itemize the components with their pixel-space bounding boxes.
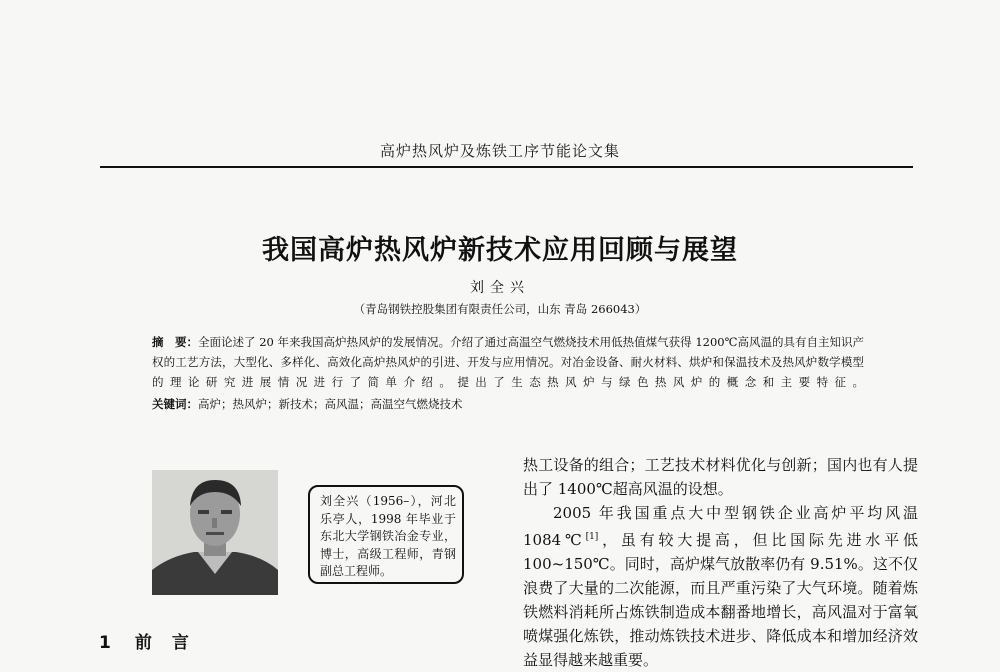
abstract bbox=[152, 332, 864, 392]
keywords bbox=[152, 396, 463, 412]
abstract-text: 全面论述了 20 年来我国高炉热风炉的发展情况。介绍了通过高温空气燃烧技术用低热值煤气获得 1200℃高风温的具有自主知识产权的工艺方法，大型化、多样化、高效化高炉热风炉的引进、开发与应用情况。对冶金设备、耐火材料、烘炉和保温技术及热风炉数学模型的理论研究进展情况进行了简单介绍。提出了生态热风炉与绿色热风炉的概念和主要特征。 bbox=[152, 335, 865, 389]
citation-ref: [1] bbox=[585, 532, 599, 542]
paper-title: 我国高炉热风炉新技术应用回顾与展望 bbox=[262, 235, 738, 266]
section-title-char-1: 前 bbox=[134, 633, 154, 653]
keywords-label: 关键词： bbox=[152, 397, 198, 411]
abstract-label: 摘 要： bbox=[152, 335, 199, 349]
body-column bbox=[523, 453, 918, 672]
author-photo bbox=[152, 470, 278, 595]
section-number: 1 bbox=[99, 633, 113, 653]
running-head: 高炉热风炉及炼铁工序节能论文集 bbox=[379, 142, 620, 160]
body-paragraph-2-start: 2005 年我国重点大中型钢铁企业高炉平均风温 1084℃ bbox=[523, 504, 918, 549]
body-paragraph-2 bbox=[523, 501, 918, 672]
section-heading bbox=[99, 628, 191, 653]
header-rule bbox=[100, 166, 913, 168]
body-paragraph-2-rest: ，虽有较大提高，但比国际先进水平低 100~150℃。同时，高炉煤气放散率仍有 9.51%。这不仅浪费了大量的二次能源，而且严重污染了大气环境。随着炼铁燃料消耗所占炼铁制造成本翻番地增长，高风温对于富氧喷煤强化炼铁，推动炼铁技术进步、降低成本和增加经济效益显得越来越重要。 bbox=[523, 531, 918, 669]
author-affiliation: （青岛钢铁控股集团有限责任公司，山东 青岛 266043） bbox=[353, 302, 647, 316]
author-portrait-image bbox=[152, 470, 278, 595]
section-title-char-2: 言 bbox=[171, 633, 191, 653]
author-bio: 刘全兴（1956–），河北乐亭人，1998 年毕业于东北大学钢铁冶金专业，博士，高级工程师，青钢副总工程师。 bbox=[308, 485, 464, 584]
author-name: 刘全兴 bbox=[470, 280, 530, 296]
body-paragraph-1: 热工设备的组合；工艺技术材料优化与创新；国内也有人提出了 1400℃超高风温的设想。 bbox=[523, 456, 918, 498]
keywords-text: 高炉；热风炉；新技术；高风温；高温空气燃烧技术 bbox=[198, 397, 463, 411]
